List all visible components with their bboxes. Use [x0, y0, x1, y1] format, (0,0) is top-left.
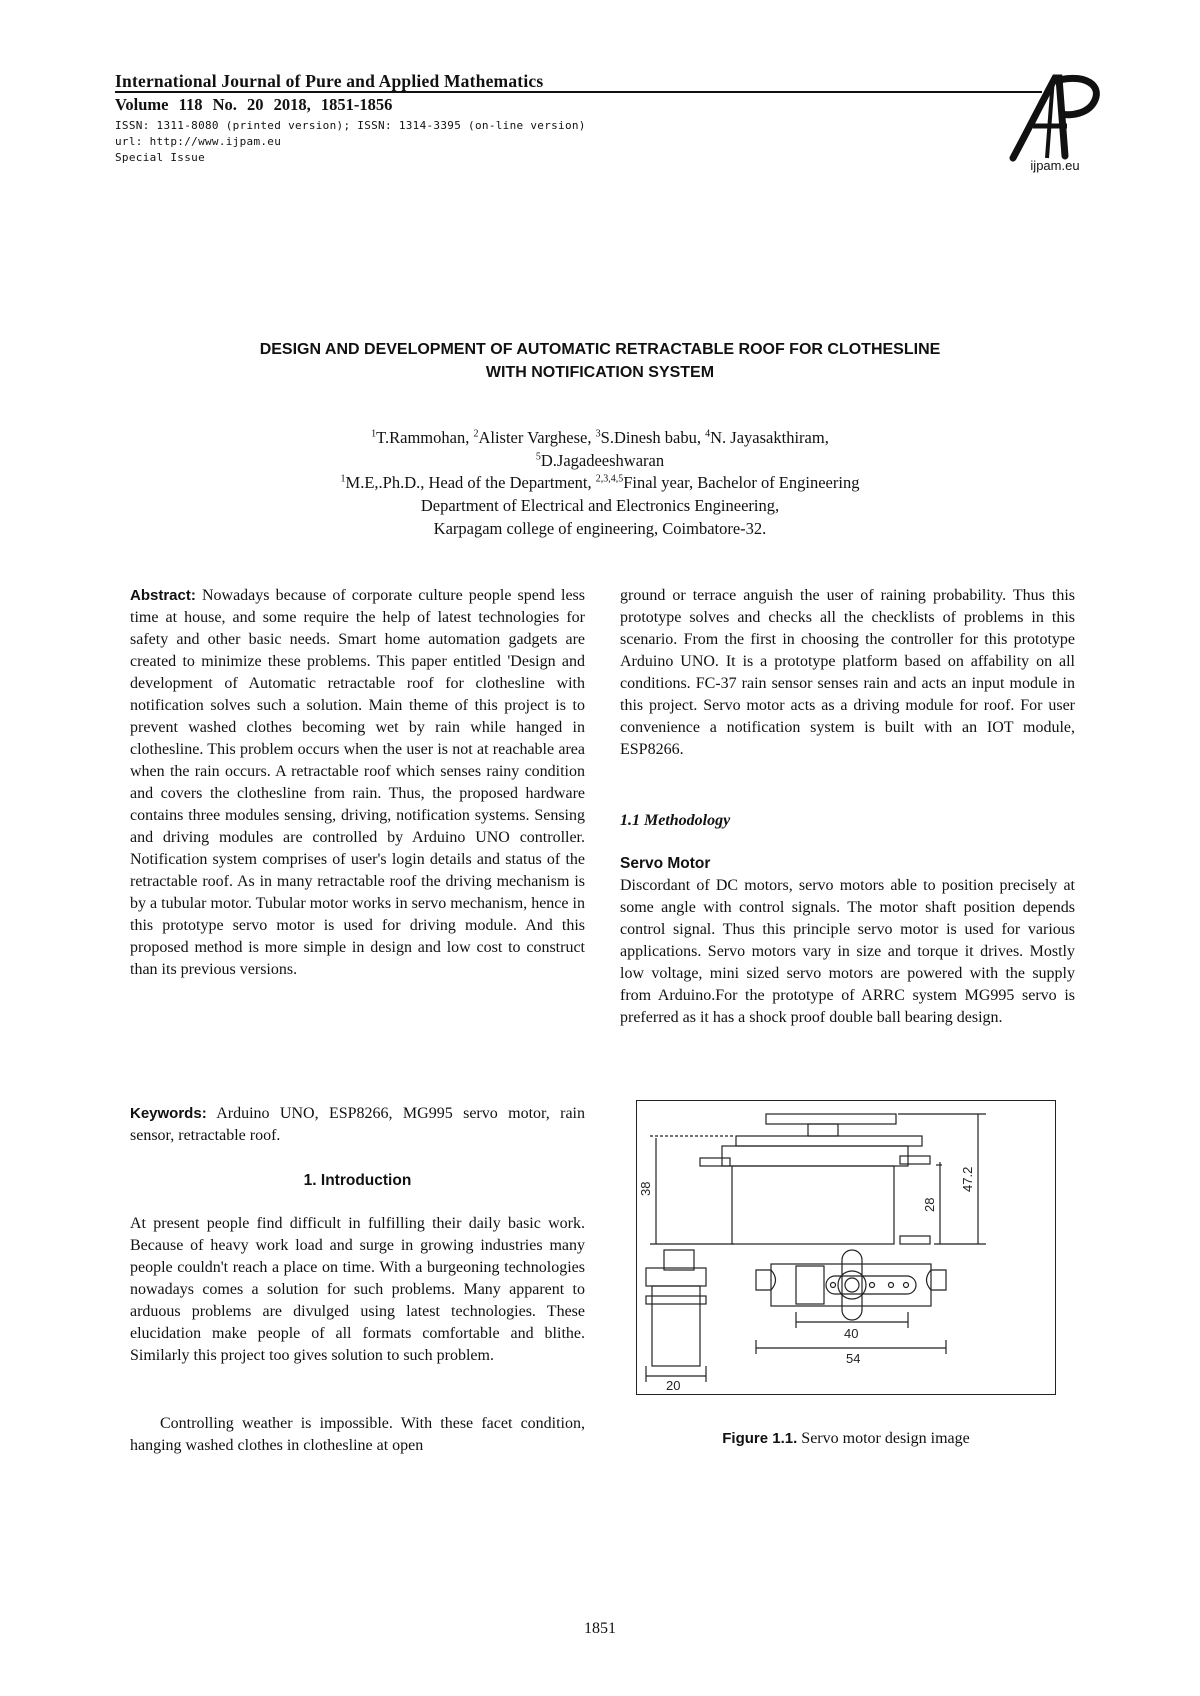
affiliation-sup: 2,3,4,5 — [595, 473, 624, 485]
keywords-text: Arduino UNO, ESP8266, MG995 servo motor, rain sensor, retractable roof. — [130, 1105, 585, 1144]
affiliation-line-1: $^1$M.E,.Ph.D., Head of the Department, $^{2,3,4,5}$Final year, Bachelor of Engineering — [340, 473, 860, 492]
servo-side-view — [650, 1114, 986, 1244]
figure-caption-text: Servo motor design image — [797, 1430, 970, 1447]
issn-line: ISSN: 1311-8080 (printed version); ISSN: 1314-3395 (on-line version) — [115, 119, 586, 132]
dimension-38: 38 — [638, 1181, 653, 1196]
url-line: url: http://www.ijpam.eu — [115, 135, 282, 148]
abstract — [130, 585, 585, 981]
section-heading-introduction: 1. Introduction — [303, 1172, 412, 1189]
journal-logo — [1007, 70, 1105, 165]
author-5: D.Jagadeeshwaran — [540, 451, 665, 470]
dimension-28: 28 — [922, 1197, 937, 1212]
affiliation-hod: M.E,.Ph.D., Head of the Department, — [345, 473, 596, 492]
servo-front-view — [646, 1250, 706, 1382]
paper-title-line-2: WITH NOTIFICATION SYSTEM — [485, 364, 715, 381]
author-4: N. Jayasakthiram, — [710, 428, 829, 447]
author-1: T.Rammohan, — [376, 428, 474, 447]
figure-servo-motor-drawing — [636, 1100, 1056, 1395]
volume-line: Volume 118 No. 20 2018, 1851-1856 — [115, 95, 393, 114]
dimension-54: 54 — [846, 1351, 861, 1366]
dimension-47-2: 47.2 — [960, 1166, 975, 1192]
subsubsection-heading-servo-motor: Servo Motor — [620, 855, 711, 872]
intro-paragraph-2: Controlling weather is impossible. With these facet condition, hanging washed clothes in clothesline at open — [130, 1415, 585, 1454]
abstract-label: Abstract: — [130, 587, 196, 604]
author-3: S.Dinesh babu, — [600, 428, 706, 447]
special-issue-line: Special Issue — [115, 151, 205, 164]
intro-paragraph-1: At present people find difficult in fulfilling their daily basic work. Because of heavy work load and surge in growing industries many people couldn't reach a place on time. With a burgeoning technologies nowadays comes a solution for such problems. Many apparent to arduous problems are divulged using latest technologies. These elucidation make people of all formats comfortable and blithe. Similarly this project too gives solution to such problem. — [130, 1215, 585, 1364]
page-number: 1851 — [584, 1620, 616, 1637]
affiliation-line-3: Karpagam college of engineering, Coimbatore-32. — [433, 519, 767, 538]
keywords — [130, 1103, 585, 1147]
keywords-label: Keywords: — [130, 1105, 207, 1122]
right-paragraph-1: ground or terrace anguish the user of raining probability. Thus this prototype solves and checks all the checklists of problems in this scenario. From the first in choosing the controller for this prototype Arduino UNO. It is a prototype platform based on affability on all conditions. FC-37 rain sensor senses rain and acts an input module in this project. Servo motor acts as a driving module for roof. For user convenience a notification system is built with an IOT module, ESP8266. — [620, 587, 1075, 758]
affiliation-final-year: Final year, Bachelor of Engineering — [623, 473, 860, 492]
figure-caption — [640, 1430, 1052, 1448]
header-rule — [115, 91, 1042, 93]
authors-line-1: $^1$T.Rammohan, $^2$Alister Varghese, $^3$S.Dinesh babu, $^4$N. Jayasakthiram, — [371, 428, 829, 447]
abstract-text: Nowadays because of corporate culture people spend less time at house, and some require the help of latest technologies for safety and other basic needs. Smart home automation gadgets are created to minimize these problems. This paper entitled 'Design and development of Automatic retractable roof for clothesline with notification solves such a solution. Main theme of this project is to prevent washed clothes becoming wet by rain while hanged in clothesline. This problem occurs when the user is not at reachable area when the rain occurs. A retractable roof which senses rainy condition and covers the clothesline from rain. Thus, the proposed hardware contains three modules sensing, driving, notification systems. Sensing and driving modules are controlled by Arduino UNO controller. Notification system comprises of user's login details and status of the retractable roof. As in many retractable roof the driving mechanism is by a tubular motor. Tubular motor works in servo mechanism, hence in this prototype servo motor is used for driving module. And this proposed method is more simple in design and low cost to construct than its previous versions. — [130, 587, 585, 978]
journal-title: International Journal of Pure and Applied Mathematics — [115, 71, 544, 91]
dimension-20: 20 — [666, 1378, 681, 1393]
authors-line-2: $^5$D.Jagadeeshwaran — [535, 451, 665, 470]
dimension-40: 40 — [844, 1326, 859, 1341]
servo-paragraph: Discordant of DC motors, servo motors able to position precisely at some angle with control signals. The motor shaft position depends control signal. Thus this principle servo motor is used for various applications. Servo motors vary in size and torque it drives. Mostly low voltage, mini sized servo motors are powered with the supply from Arduino.For the prototype of ARRC system MG995 servo is preferred as it has a shock proof double ball bearing design. — [620, 877, 1075, 1026]
affiliation-line-2: Department of Electrical and Electronics Engineering, — [420, 496, 780, 515]
paper-title — [150, 338, 1050, 384]
author-2: Alister Varghese, — [478, 428, 596, 447]
figure-caption-label: Figure 1.1. — [722, 1430, 798, 1447]
logo-text: ijpam.eu — [1030, 158, 1080, 173]
paper-title-line-1: DESIGN AND DEVELOPMENT OF AUTOMATIC RETRACTABLE ROOF FOR CLOTHESLINE — [259, 341, 941, 358]
subsection-heading-methodology: 1.1 Methodology — [620, 812, 731, 829]
